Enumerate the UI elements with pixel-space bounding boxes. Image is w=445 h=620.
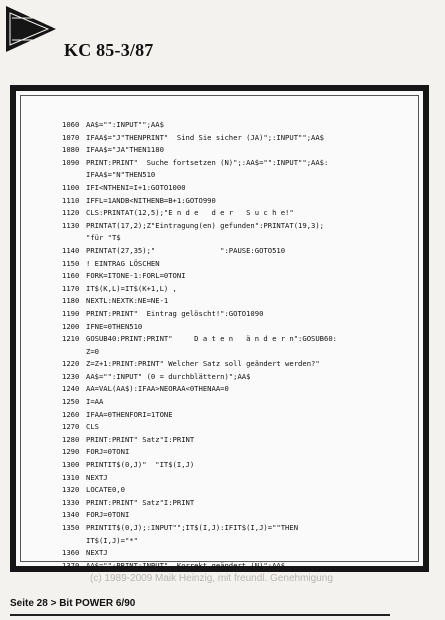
- code-line: [62, 560, 337, 573]
- line-code: PRINTAT(17,2);Z"Eintragung(en) gefunden":PRINTAT(19,3);: [86, 220, 324, 230]
- line-code: IFAA$="J"THENPRINT" Sind Sie sicher (JA)";:INPUT"";AA$: [86, 132, 324, 142]
- code-line: [62, 421, 337, 434]
- code-line: [62, 497, 337, 510]
- code-line: [62, 509, 337, 522]
- line-code: PRINTIT$(0,J)" "IT$(I,J): [86, 460, 195, 470]
- code-line: [62, 157, 337, 170]
- line-number: 1350: [62, 523, 80, 532]
- code-line: [62, 119, 337, 132]
- line-number: 1080: [62, 145, 80, 155]
- line-code: AA$="":PRINT:INPUT" Korrekt geändert (N)";AA$: [86, 560, 286, 570]
- code-line: [62, 283, 337, 296]
- line-number: 1090: [62, 157, 80, 167]
- code-line: [62, 308, 337, 321]
- code-line: [62, 144, 337, 157]
- line-code: Z=Z+1:PRINT:PRINT" Welcher Satz soll geändert werden?": [86, 359, 320, 369]
- line-code: IFAA$="N"THEN510: [86, 170, 156, 180]
- line-code: NEXTJ: [86, 472, 108, 482]
- line-number: 1270: [62, 422, 80, 432]
- line-code: AA$="":INPUT"";AA$: [86, 120, 164, 129]
- code-line: [62, 132, 337, 145]
- code-line: [62, 169, 337, 182]
- line-number: 1140: [62, 245, 80, 255]
- line-code: AA=VAL(AA$):IFAA>NEORAA<0THENAA=0: [86, 384, 229, 394]
- line-number: 1180: [62, 296, 80, 306]
- code-line: [62, 295, 337, 308]
- line-code: PRINT:PRINT" Eintrag gelöscht!":GOTO1090: [86, 308, 264, 318]
- line-number: 1290: [62, 447, 80, 457]
- line-code: Z=0: [86, 346, 99, 356]
- line-code: LOCATE0,0: [86, 485, 125, 495]
- line-number: 1190: [62, 308, 80, 318]
- line-number: 1210: [62, 334, 80, 344]
- line-code: PRINT:PRINT" Suche fortsetzen (N)";:AA$="":INPUT"";AA$:: [86, 157, 329, 167]
- code-line: [62, 396, 337, 409]
- code-line: [62, 484, 337, 497]
- line-number: 1200: [62, 321, 80, 331]
- code-line: [62, 333, 337, 346]
- page-title: KC 85-3/87: [64, 40, 154, 60]
- code-listing: [62, 119, 337, 572]
- line-code: PRINTIT$(0,J);:INPUT"";IT$(I,J):IFIT$(I,J)=""THEN: [86, 523, 299, 532]
- line-code: IFI<NTHENI=I+1:GOTO1000: [86, 182, 186, 192]
- line-code: IT$(K,L)=IT$(K+1,L) ,: [86, 283, 177, 293]
- page-footer: Seite 28 > Bit POWER 6/90: [10, 598, 136, 609]
- line-number: 1340: [62, 510, 80, 520]
- code-line: [62, 232, 337, 245]
- line-code: IFNE=0THEN510: [86, 321, 143, 331]
- line-number: 1110: [62, 195, 80, 205]
- code-line: [62, 207, 337, 220]
- line-number: 1310: [62, 472, 80, 482]
- line-number: 1360: [62, 548, 80, 558]
- line-number: 1330: [62, 497, 80, 507]
- code-line: [62, 245, 337, 258]
- line-code: PRINT:PRINT" Satz"I:PRINT: [86, 497, 195, 507]
- line-code: GOSUB40:PRINT:PRINT" D a t e n ä n d e r n":GOSUB60:: [86, 334, 337, 344]
- code-line: [62, 346, 337, 359]
- code-line: [62, 358, 337, 371]
- code-line: [62, 409, 337, 422]
- line-code: IT$(I,J)="*": [86, 535, 138, 545]
- code-line: [62, 459, 337, 472]
- corner-triangle-logo: [6, 6, 58, 54]
- footer-rule: [10, 614, 390, 616]
- line-code: ! EINTRAG LÖSCHEN: [86, 258, 160, 268]
- line-number: 1130: [62, 220, 80, 230]
- code-line: [62, 371, 337, 384]
- code-line: [62, 535, 337, 548]
- copyright-notice: (c) 1989-2009 Maik Heinzig, mit freundl. Genehmigung: [90, 573, 333, 584]
- line-code: NEXTL:NEXTK:NE=NE-1: [86, 296, 169, 306]
- line-code: NEXTJ: [86, 548, 108, 558]
- code-line: [62, 434, 337, 447]
- code-line: [62, 547, 337, 560]
- line-number: 1060: [62, 120, 80, 129]
- code-line: [62, 270, 337, 283]
- line-number: 1370: [62, 560, 80, 570]
- code-line: [62, 321, 337, 334]
- line-code: PRINT:PRINT" Satz"I:PRINT: [86, 434, 195, 444]
- line-number: 1230: [62, 371, 80, 381]
- line-number: 1250: [62, 397, 80, 407]
- line-number: 1100: [62, 182, 80, 192]
- line-number: 1280: [62, 434, 80, 444]
- line-number: 1170: [62, 283, 80, 293]
- line-code: IFFL=1ANDB<NITHENB=B+1:GOTO990: [86, 195, 216, 205]
- line-code: "für "T$: [86, 233, 121, 243]
- line-code: FORJ=0TONI: [86, 510, 130, 520]
- line-code: IFAA$="JA"THEN1180: [86, 145, 164, 155]
- line-number: 1240: [62, 384, 80, 394]
- code-line: [62, 220, 337, 233]
- code-line: [62, 446, 337, 459]
- code-line: [62, 182, 337, 195]
- line-code: PRINTAT(27,35);" ":PAUSE:GOTO510: [86, 245, 286, 255]
- line-number: 1160: [62, 271, 80, 281]
- line-number: 1150: [62, 258, 80, 268]
- code-line: [62, 195, 337, 208]
- line-number: 1300: [62, 460, 80, 470]
- code-line: [62, 472, 337, 485]
- line-code: CLS:PRINTAT(12,5);"E n d e d e r S u c h e!": [86, 208, 294, 218]
- listing-frame: [10, 85, 429, 572]
- line-code: IFAA=0THENFORI=1TONE: [86, 409, 173, 419]
- code-line: [62, 258, 337, 271]
- line-code: I=AA: [86, 397, 104, 407]
- code-line: [62, 522, 337, 535]
- line-number: 1320: [62, 485, 80, 495]
- line-number: 1070: [62, 132, 80, 142]
- code-line: [62, 383, 337, 396]
- line-number: 1260: [62, 409, 80, 419]
- line-code: FORK=ITONE-1:FORL=0TONI: [86, 271, 186, 281]
- line-code: FORJ=0TONI: [86, 447, 130, 457]
- line-number: 1120: [62, 208, 80, 218]
- line-code: AA$="":INPUT" (0 = durchblättern)";AA$: [86, 371, 251, 381]
- line-number: 1220: [62, 359, 80, 369]
- line-code: CLS: [86, 422, 99, 432]
